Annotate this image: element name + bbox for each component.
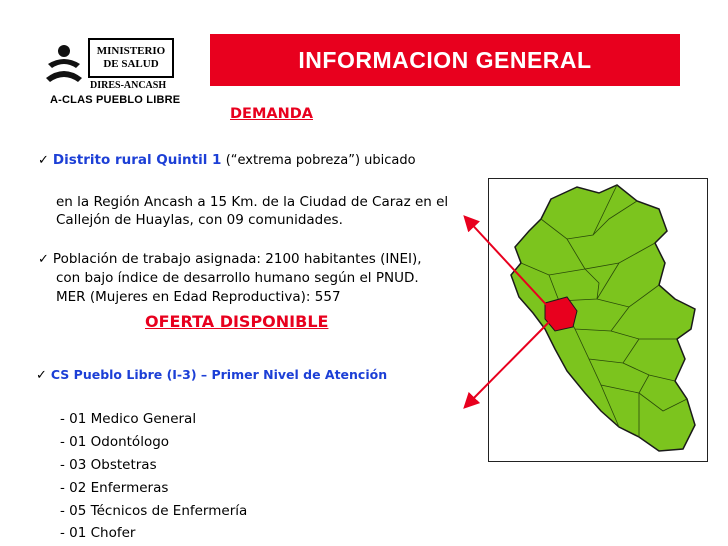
demanda-item1-bold: Distrito rural Quintil 1 xyxy=(52,152,222,168)
demanda-item2-text: Población de trabajo asignada: 2100 habitantes (INEI), xyxy=(52,251,422,267)
staff-item: - 01 Odontólogo xyxy=(60,434,170,450)
staff-item: - 01 Medico General xyxy=(60,411,197,427)
logo-text-box xyxy=(88,38,174,78)
staff-item: - 05 Técnicos de Enfermería xyxy=(60,503,248,519)
staff-item: - 01 Chofer xyxy=(60,525,136,541)
demanda-item1-line2: en la Región Ancash a 15 Km. de la Ciudad de Caraz en el xyxy=(56,194,449,210)
checkmark-icon: ✓ xyxy=(38,252,49,267)
staff-item: - 03 Obstetras xyxy=(60,457,157,473)
checkmark-icon: ✓ xyxy=(38,153,49,168)
demanda-item1-line3: Callejón de Huaylas, con 09 comunidades. xyxy=(56,212,343,228)
logo-subline: DIRES-ANCASH xyxy=(90,80,167,91)
demanda-item2-line3: MER (Mujeres en Edad Reproductiva): 557 xyxy=(56,289,341,305)
ministry-emblem-icon xyxy=(44,42,84,86)
peru-map xyxy=(488,178,708,462)
staff-item: - 02 Enfermeras xyxy=(60,480,169,496)
logo-line2: DE SALUD xyxy=(103,58,159,70)
demanda-item1-line1 xyxy=(38,150,416,171)
peru-map-graphic xyxy=(489,179,707,461)
demanda-heading: DEMANDA xyxy=(230,106,313,122)
page-title: INFORMACION GENERAL xyxy=(298,46,592,73)
oferta-heading: OFERTA DISPONIBLE xyxy=(145,312,329,331)
logo-line1: MINISTERIO xyxy=(96,45,166,57)
demanda-item1-rest: (“extrema pobreza”) ubicado xyxy=(225,153,416,168)
ministry-logo xyxy=(44,36,184,116)
demanda-item2-line1 xyxy=(38,249,422,270)
checkmark-icon: ✓ xyxy=(36,368,47,383)
cs-line-text: CS Pueblo Libre (I-3) – Primer Nivel de Atención xyxy=(50,367,388,382)
cs-line xyxy=(36,365,387,386)
demanda-item2-line2: con bajo índice de desarrollo humano según el PNUD. xyxy=(56,270,419,286)
title-banner xyxy=(210,34,680,86)
logo-bottom-text: A-CLAS PUEBLO LIBRE xyxy=(50,94,181,106)
